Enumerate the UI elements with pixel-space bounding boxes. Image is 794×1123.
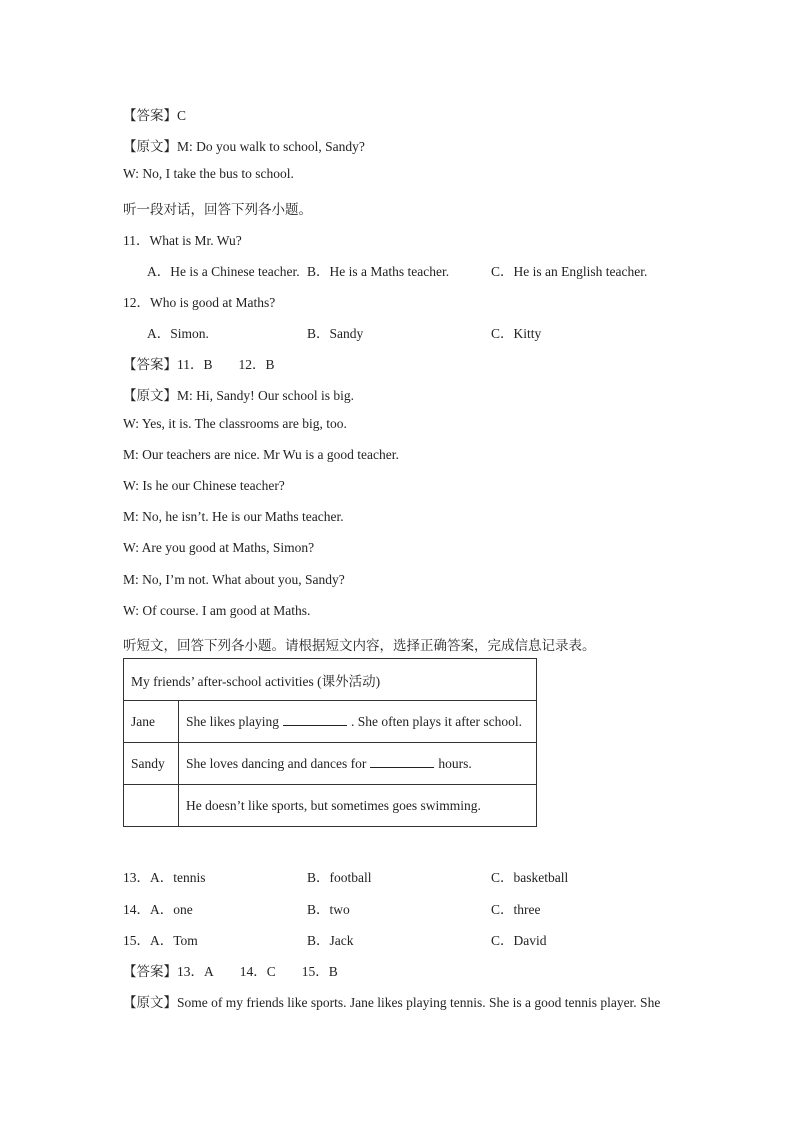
q11-option-c: C．He is an English teacher. xyxy=(491,264,648,279)
source-text-line: M: No, he isn’t. He is our Maths teacher. xyxy=(123,509,344,524)
source-text-line: M: Our teachers are nice. Mr Wu is a good teacher. xyxy=(123,447,399,462)
q14-option-b: B．two xyxy=(307,902,350,917)
source-text-line: W: No, I take the bus to school. xyxy=(123,166,294,181)
table-row xyxy=(124,743,537,785)
table-name-cell: Jane xyxy=(124,701,179,743)
source-label: 【原文】 xyxy=(123,995,177,1010)
question-11-stem: 11．What is Mr. Wu? xyxy=(123,233,242,248)
source-text-line: W: Yes, it is. The classrooms are big, too. xyxy=(123,416,347,431)
q12-option-c: C．Kitty xyxy=(491,326,542,341)
table-text-cell: He doesn’t like sports, but sometimes goes swimming. xyxy=(179,785,537,827)
table-name-cell xyxy=(124,785,179,827)
table-header-cell: My friends’ after-school activities (课外活动) xyxy=(124,659,537,701)
source-text-line: W: Of course. I am good at Maths. xyxy=(123,603,311,618)
table-text-cell: She likes playing . She often plays it after school. xyxy=(179,701,537,743)
source-text-line: M: No, I’m not. What about you, Sandy? xyxy=(123,572,345,587)
answer-blank xyxy=(370,755,434,768)
source-text-line: W: Are you good at Maths, Simon? xyxy=(123,540,315,555)
source-label: 【原文】 xyxy=(123,388,177,403)
q11-option-b: B．He is a Maths teacher. xyxy=(307,264,450,279)
table-row xyxy=(124,785,537,827)
q15-option-a: A．Tom xyxy=(150,933,198,948)
table-row xyxy=(124,701,537,743)
table-name-cell: Sandy xyxy=(124,743,179,785)
answer-blank xyxy=(283,713,347,726)
source-text-line: W: Is he our Chinese teacher? xyxy=(123,478,285,493)
source-text-line: 【原文】M: Hi, Sandy! Our school is big. xyxy=(123,388,354,403)
source-label: 【原文】 xyxy=(123,139,177,154)
answers-13-15: 【答案】13．A 14．C 15．B xyxy=(123,964,338,979)
q14-option-c: C．three xyxy=(491,902,541,917)
q13-option-c: C．basketball xyxy=(491,870,569,885)
q11-option-a: A．He is a Chinese teacher. xyxy=(147,264,300,279)
source-text-line: 【原文】M: Do you walk to school, Sandy? xyxy=(123,139,365,154)
q13-option-b: B．football xyxy=(307,870,372,885)
q12-option-a: A．Simon. xyxy=(147,326,209,341)
q13-option-a: A．tennis xyxy=(150,870,206,885)
source-text-line: 【原文】Some of my friends like sports. Jane likes playing tennis. She is a good tennis player. She xyxy=(123,995,661,1010)
q13-number: 13． xyxy=(123,870,150,885)
q12-option-b: B．Sandy xyxy=(307,326,364,341)
section-instruction: 听短文，回答下列各小题。请根据短文内容，选择正确答案，完成信息记录表。 xyxy=(123,638,596,653)
question-12-stem: 12．Who is good at Maths? xyxy=(123,295,276,310)
q14-number: 14． xyxy=(123,902,150,917)
q14-option-a: A．one xyxy=(150,902,193,917)
answers-11-12: 【答案】11．B 12．B xyxy=(123,357,275,372)
q15-option-c: C．David xyxy=(491,933,547,948)
table-row xyxy=(124,659,537,701)
table-text-cell: She loves dancing and dances for hours. xyxy=(179,743,537,785)
q15-option-b: B．Jack xyxy=(307,933,354,948)
section-instruction: 听一段对话，回答下列各小题。 xyxy=(123,202,312,217)
info-record-table xyxy=(123,658,537,827)
answer-q10: 【答案】C xyxy=(123,108,187,123)
q15-number: 15． xyxy=(123,933,150,948)
